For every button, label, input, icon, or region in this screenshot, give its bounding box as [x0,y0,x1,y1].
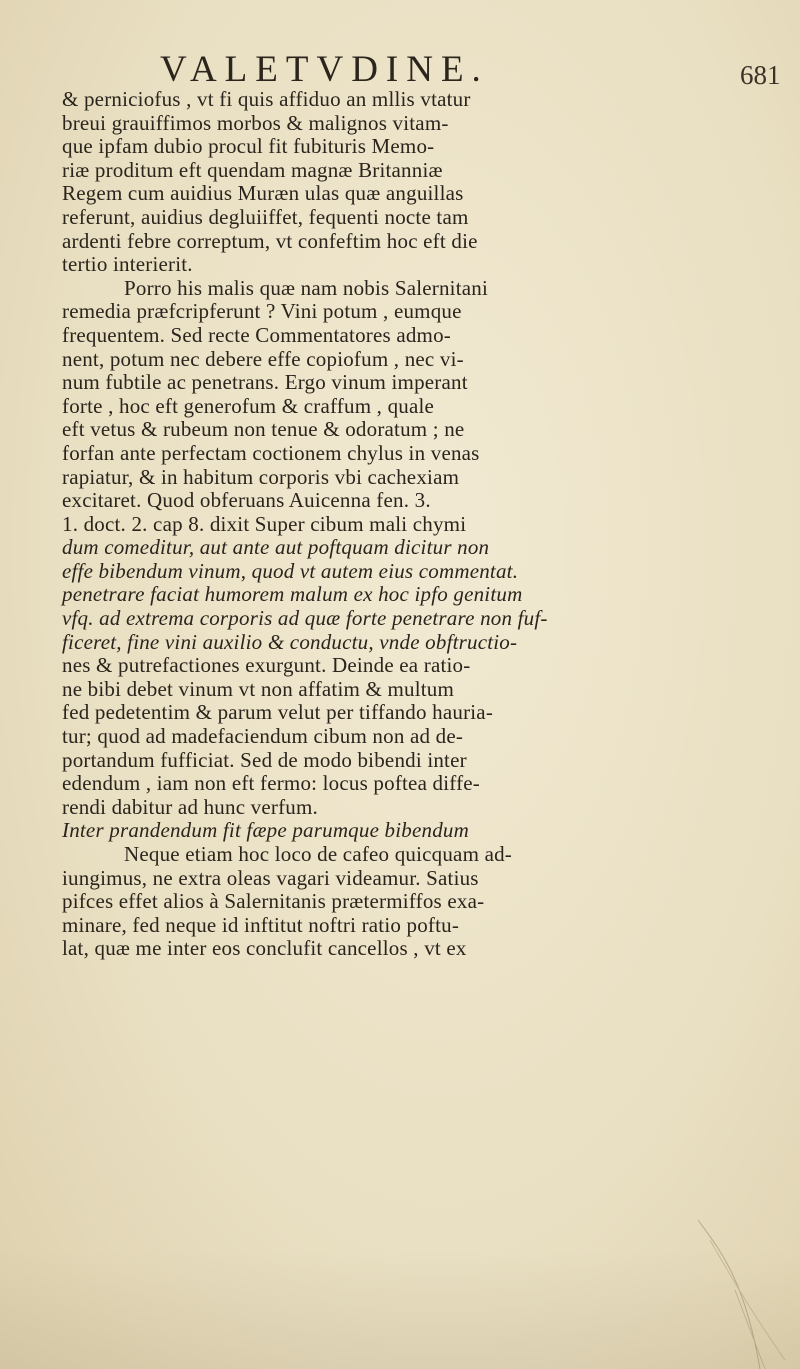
text-line: tertio interierit. [62,252,193,277]
page-shadow [0,1249,800,1369]
text-line: excitaret. Quod obferuans Auicenna fen. 3. [62,488,431,513]
text-line: breui grauiffimos morbos & malignos vitam- [62,110,449,135]
text-line: Porro his malis quæ nam nobis Salernitani [124,275,489,300]
text-line: eft vetus & rubeum non tenue & odoratum ; ne [62,417,465,442]
text-line: lat, quæ me inter eos conclufit cancellos , vt ex [62,936,467,961]
body-text [62,88,762,961]
text-line: Neque etiam hoc loco de cafeo quicquam ad- [124,842,512,866]
text-line: forte , hoc eft generofum & craffum , quale [62,393,435,418]
text-line: forfan ante perfectam coctionem chylus in venas [62,440,480,465]
text-line: minare, fed neque id inftitut noftri ratio poftu- [62,912,460,937]
text-line: ne bibi debet vinum vt non affatim & multum [62,676,454,701]
text-line: frequentem. Sed recte Commentatores admo- [62,322,451,347]
text-line: vfq. ad extrema corporis ad quæ forte penetrare non fuf- [62,606,548,631]
text-line: dum comeditur, aut ante aut poftquam dicitur non [62,535,490,560]
running-head: VALETVDINE. [160,49,489,90]
text-line: portandum fufficiat. Sed de modo bibendi inter [62,747,467,772]
text-line: riæ proditum eft quendam magnæ Britanniæ [62,157,443,182]
text-line: ardenti febre correptum, vt confeftim hoc eft die [62,228,478,253]
text-line: iungimus, ne extra oleas vagari videamur. Satius [62,865,479,890]
text-line: que ipfam dubio procul fit fubituris Memo- [62,134,435,159]
text-line: effe bibendum vinum, quod vt autem eius commentat. [62,558,519,583]
text-line: num fubtile ac penetrans. Ergo vinum imperant [62,370,468,395]
text-line: & perniciofus , vt fi quis affiduo an mllis vtatur [62,87,471,111]
text-line: nes & putrefactiones exurgunt. Deinde ea ratio- [62,653,471,678]
text-line: pifces effet alios à Salernitanis prætermiffos exa- [62,889,485,914]
text-line: fed pedetentim & parum velut per tiffando hauria- [62,700,494,725]
text-line: edendum , iam non eft fermo: locus poftea diffe- [62,771,480,796]
text-line: tur; quod ad madefaciendum cibum non ad de- [62,724,464,749]
text-line: referunt, auidius degluiiffet, fequenti nocte tam [62,204,469,229]
page-number: 681 [740,60,781,90]
text-line: Regem cum auidius Muræn ulas quæ anguillas [62,181,464,206]
text-line: nent, potum nec debere effe copiofum , nec vi- [62,346,464,371]
text-line: penetrare faciat humorem malum ex hoc ipfo genitum [62,582,523,607]
text-line: rendi dabitur ad hunc verfum. [62,794,318,819]
text-line: rapiatur, & in habitum corporis vbi cachexiam [62,464,460,489]
text-line: 1. doct. 2. cap 8. dixit Super cibum mali chymi [62,511,467,536]
text-line: Inter prandendum fit fæpe parumque bibendum [62,818,469,843]
text-line: ficeret, fine vini auxilio & conductu, vnde obftructio- [62,629,518,654]
text-line: remedia præfcripferunt ? Vini potum , eumque [62,299,462,324]
